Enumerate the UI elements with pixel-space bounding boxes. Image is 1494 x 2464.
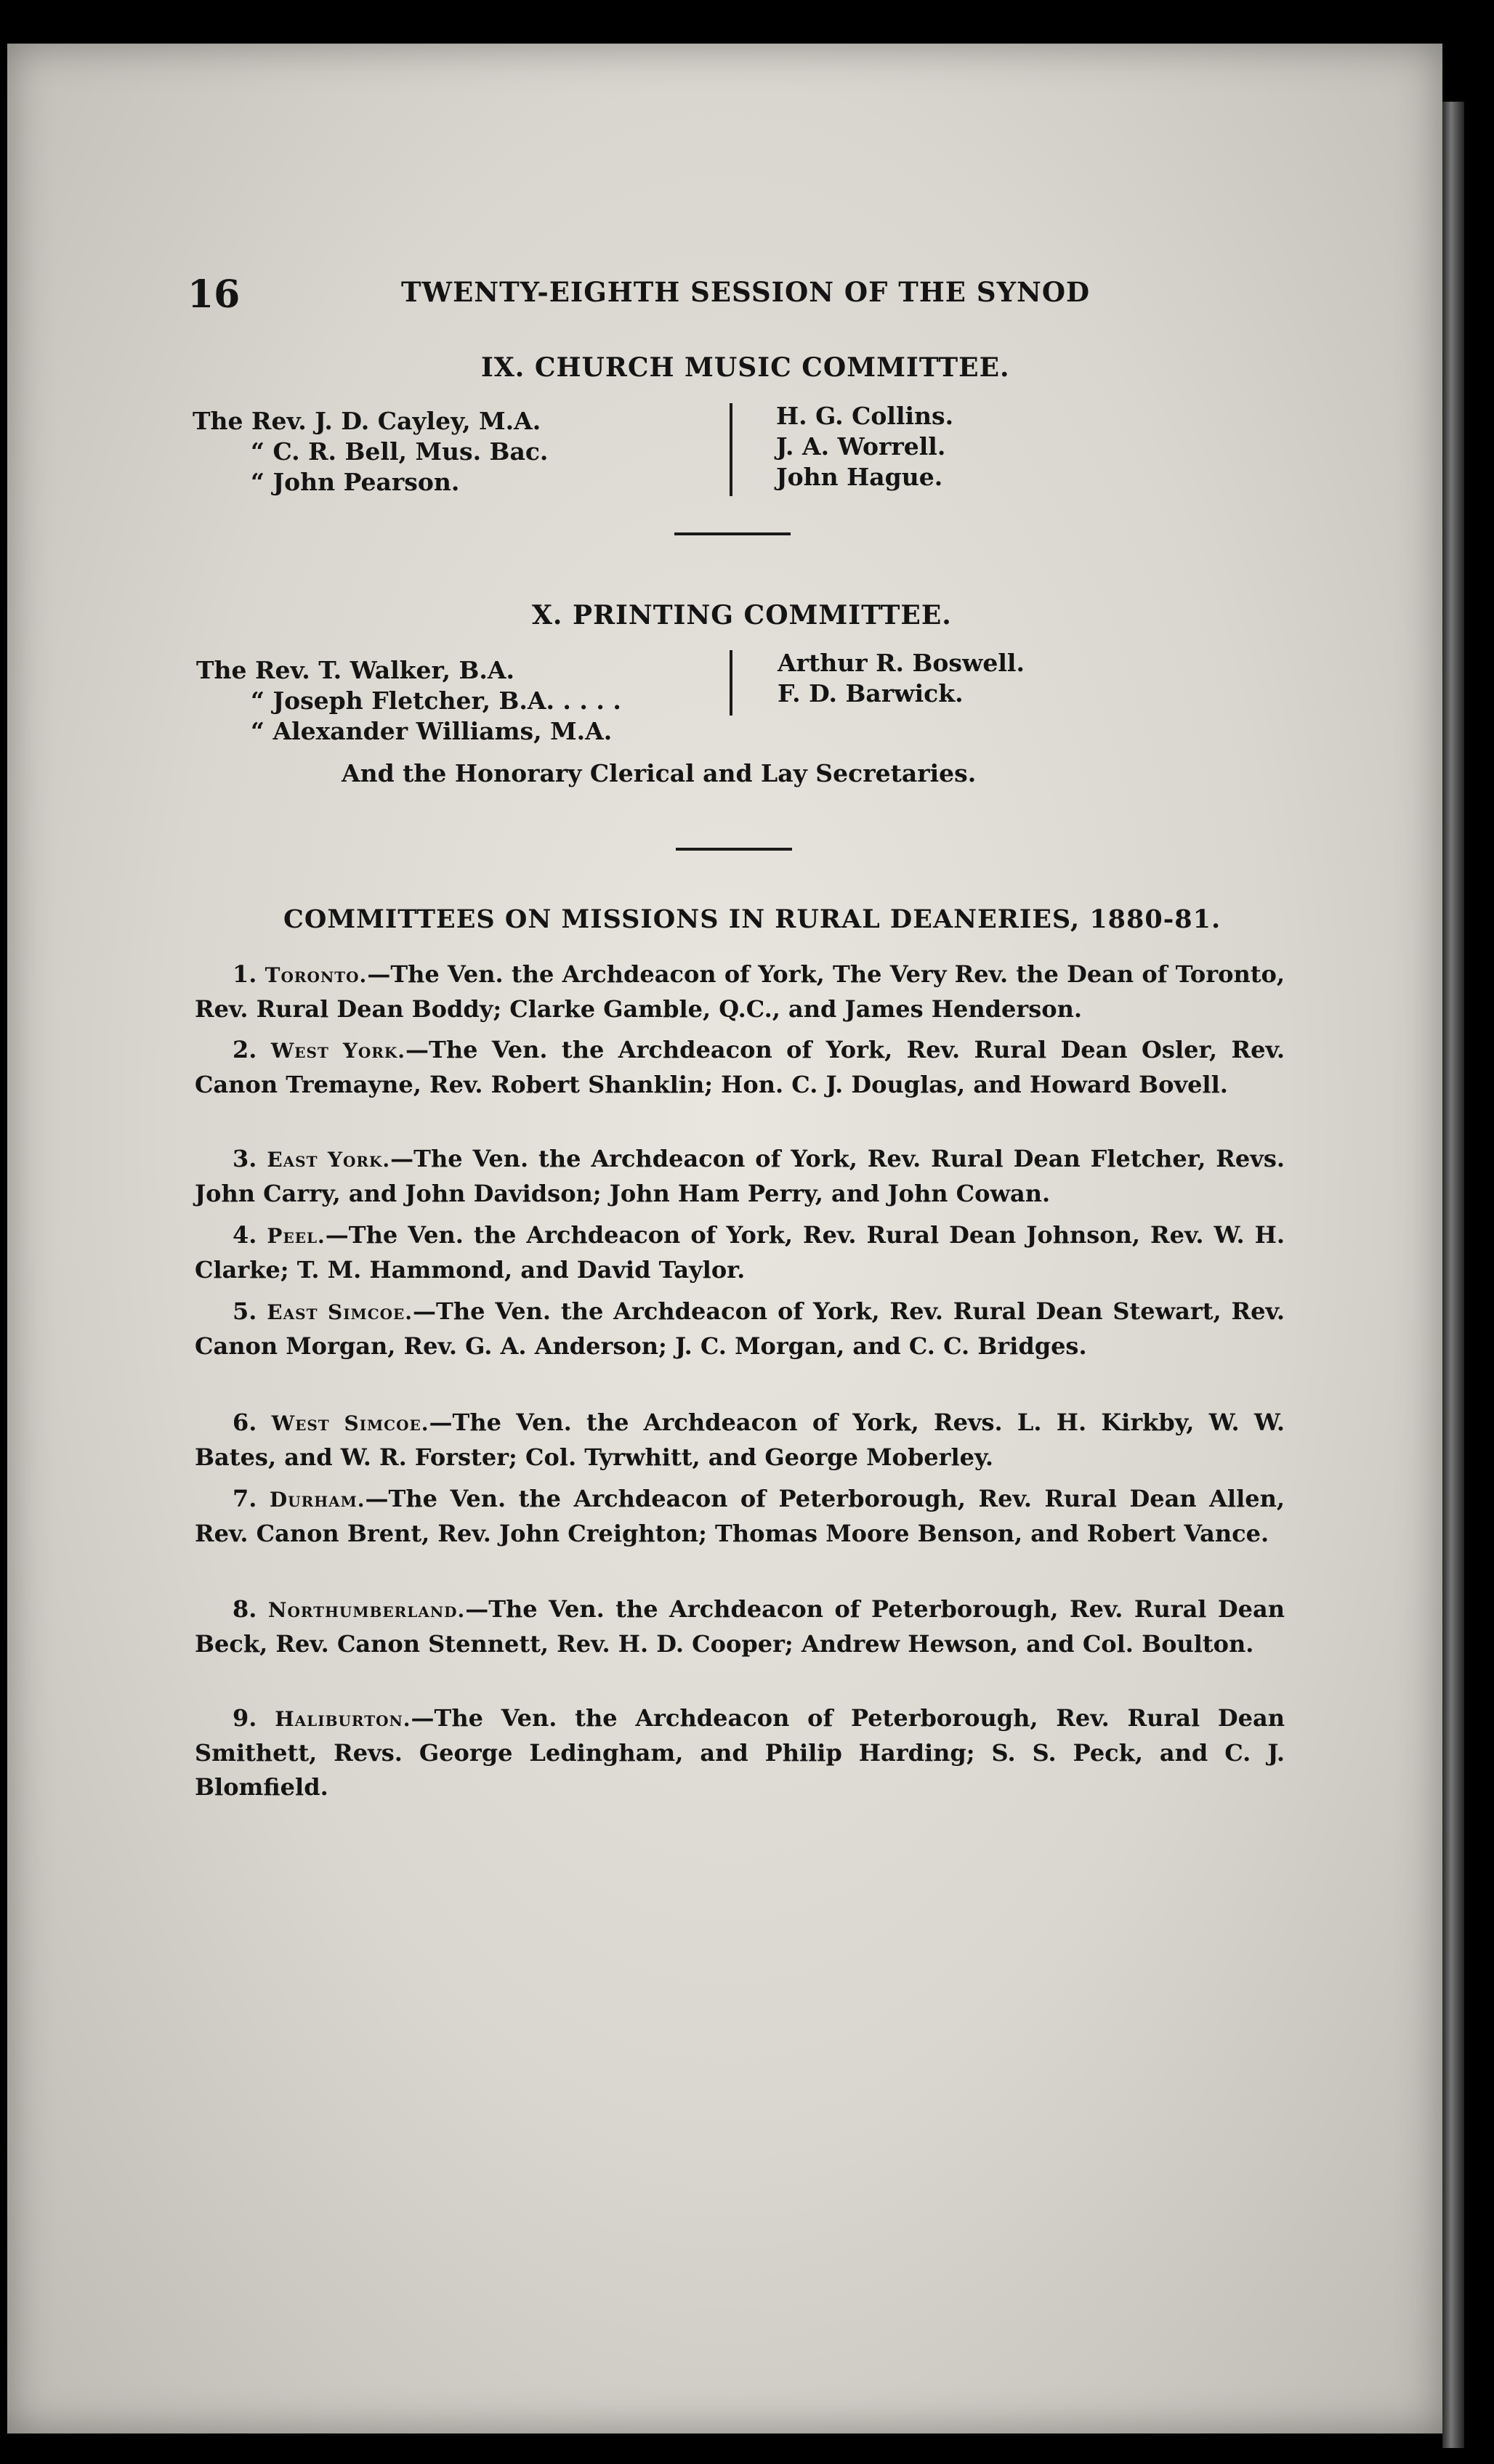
printing-member-left: “ Joseph Fletcher, B.A. . . . . [251,686,621,715]
mission-deanery: Northumberland. [267,1598,466,1622]
mission-text: —The Ven. the Archdeacon of York, Rev. Rural Dean Stewart, Rev. Canon Morgan, Rev. G. A. Anderson; J. C. Morgan, and C. C. Bridges. [195,1297,1285,1360]
mission-text: —The Ven. the Archdeacon of Peterborough, Rev. Rural Dean Beck, Rev. Canon Stennett, Rev. H. D. Cooper; Andrew Hewson, and Col. Boulton. [195,1595,1285,1658]
mission-number: 6. [233,1409,257,1436]
missions-heading: COMMITTEES ON MISSIONS IN RURAL DEANERIES, 1880-81. [283,904,1222,934]
mission-item [195,1142,1285,1211]
mission-deanery: East Simcoe. [267,1300,413,1324]
column-divider [730,403,732,496]
mission-number: 8. [233,1595,257,1623]
printing-member-left: The Rev. T. Walker, B.A. [196,656,514,684]
printing-member-right: Arthur R. Boswell. [778,649,1025,677]
book-edge [1442,102,1464,2448]
mission-text: —The Ven. the Archdeacon of York, Rev. Rural Dean Johnson, Rev. W. H. Clarke; T. M. Hammond, and David Taylor. [195,1221,1285,1284]
mission-item [195,1033,1285,1102]
mission-deanery: West York. [270,1039,406,1063]
mission-text: —The Ven. the Archdeacon of York, The Very Rev. the Dean of Toronto, Rev. Rural Dean Boddy; Clarke Gamble, Q.C., and James Henderson. [195,960,1285,1023]
mission-item [195,957,1285,1026]
music-member-right: H. G. Collins. [776,402,954,430]
mission-deanery: East York. [267,1148,391,1172]
mission-number: 9. [233,1704,257,1732]
mission-deanery: Haliburton. [275,1707,411,1731]
mission-number: 5. [233,1297,257,1325]
mission-number: 1. [233,960,257,988]
printing-committee-footer: And the Honorary Clerical and Lay Secretaries. [342,759,977,787]
mission-deanery: Toronto. [265,963,368,987]
mission-number: 2. [233,1036,257,1063]
mission-text: —The Ven. the Archdeacon of York, Rev. Rural Dean Osler, Rev. Canon Tremayne, Rev. Robert Shanklin; Hon. C. J. Douglas, and Howard Bovell. [195,1036,1285,1098]
music-member-right: J. A. Worrell. [776,432,946,461]
section-rule [676,848,792,851]
music-member-left: “ John Pearson. [251,468,460,496]
mission-text: —The Ven. the Archdeacon of York, Revs. L. H. Kirkby, W. W. Bates, and W. R. Forster; Col. Tyrwhitt, and George Moberley. [195,1409,1285,1471]
mission-text: —The Ven. the Archdeacon of Peterborough, Rev. Rural Dean Smithett, Revs. George Ledingham, and Philip Harding; S. S. Peck, and C. J. Blomfield. [195,1704,1285,1801]
printing-member-right: F. D. Barwick. [778,679,964,708]
column-divider [730,650,732,716]
music-member-right: John Hague. [776,463,943,491]
mission-item [195,1294,1285,1363]
mission-deanery: Peel. [267,1224,326,1248]
mission-number: 3. [233,1145,257,1172]
music-committee-heading: IX. CHURCH MUSIC COMMITTEE. [481,352,1010,383]
mission-item [195,1406,1285,1475]
mission-number: 7. [233,1485,257,1512]
music-member-left: The Rev. J. D. Cayley, M.A. [193,407,541,435]
running-head: TWENTY-EIGHTH SESSION OF THE SYNOD [401,276,1091,308]
mission-item [195,1701,1285,1804]
mission-item [195,1482,1285,1551]
printing-committee-heading: X. PRINTING COMMITTEE. [532,600,952,631]
music-member-left: “ C. R. Bell, Mus. Bac. [251,437,549,466]
mission-item [195,1218,1285,1287]
printing-member-left: “ Alexander Williams, M.A. [251,717,613,745]
mission-deanery: West Simcoe. [271,1411,429,1435]
mission-text: —The Ven. the Archdeacon of York, Rev. Rural Dean Fletcher, Revs. John Carry, and John Davidson; John Ham Perry, and John Cowan. [195,1145,1285,1207]
mission-item [195,1592,1285,1661]
page-number: 16 [187,272,241,317]
section-rule [674,532,791,535]
mission-deanery: Durham. [269,1488,366,1512]
mission-number: 4. [233,1221,257,1249]
mission-text: —The Ven. the Archdeacon of Peterborough, Rev. Rural Dean Allen, Rev. Canon Brent, Rev. John Creighton; Thomas Moore Benson, and Robert Vance. [195,1485,1285,1547]
